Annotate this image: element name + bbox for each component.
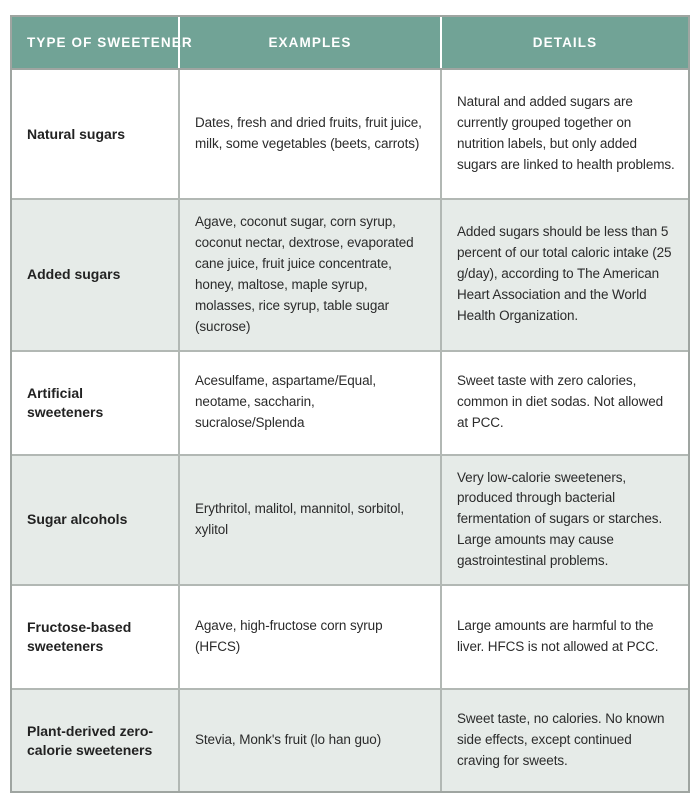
- cell-examples: Acesulfame, aspartame/Equal, neotame, saccharin, sucralose/Splenda: [180, 352, 442, 454]
- cell-type: Added sugars: [12, 200, 180, 350]
- cell-details: Natural and added sugars are currently grouped together on nutrition labels, but only added sugars are linked to health problems.: [457, 94, 675, 172]
- cell-details: Sweet taste, no calories. No known side effects, except continued craving for sweets.: [457, 711, 665, 769]
- table-row-natural-sugars: [12, 70, 688, 198]
- cell-type: Sugar alcohols: [12, 456, 180, 585]
- cell-examples: Stevia, Monk's fruit (lo han guo): [180, 690, 442, 791]
- table-row-sugar-alcohols: [12, 454, 688, 585]
- cell-examples: Agave, coconut sugar, corn syrup, coconut nectar, dextrose, evaporated cane juice, fruit juice concentrate, honey, maltose, maple syrup, molasses, rice syrup, table sugar (sucrose): [180, 200, 442, 350]
- column-header-examples: EXAMPLES: [180, 17, 442, 68]
- cell-examples: Agave, high-fructose corn syrup (HFCS): [180, 586, 442, 688]
- table-row-fructose-based-sweeteners: [12, 584, 688, 688]
- table-header-row: [12, 17, 688, 70]
- table-row-added-sugars: [12, 198, 688, 350]
- cell-type: Plant-derived zero-calorie sweeteners: [12, 690, 180, 791]
- cell-type: Fructose-based sweeteners: [12, 586, 180, 688]
- cell-examples: Dates, fresh and dried fruits, fruit juice, milk, some vegetables (beets, carrots): [180, 70, 442, 198]
- cell-details: Large amounts are harmful to the liver. HFCS is not allowed at PCC.: [457, 618, 659, 655]
- sweetener-comparison-table: [10, 15, 690, 793]
- cell-details: Sweet taste with zero calories, common in diet sodas. Not allowed at PCC.: [457, 373, 664, 430]
- cell-type: Natural sugars: [12, 70, 180, 198]
- cell-details: Very low-calorie sweeteners, produced through bacterial fermentation of sugars or starches. Large amounts may cause gastrointestinal problems.: [457, 469, 663, 569]
- cell-type: Artificial sweeteners: [12, 352, 180, 454]
- table-row-plant-derived-zero-calorie-sweeteners: [12, 688, 688, 791]
- cell-details: Added sugars should be less than 5 percent of our total caloric intake (25 g/day), according to The American Heart Association and the World Health Organization.: [457, 224, 672, 324]
- column-header-details: DETAILS: [532, 35, 598, 50]
- column-header-type-of-sweetener: TYPE OF SWEETENER: [12, 17, 180, 68]
- cell-examples: Erythritol, malitol, mannitol, sorbitol, xylitol: [180, 456, 442, 585]
- table-row-artificial-sweeteners: [12, 350, 688, 454]
